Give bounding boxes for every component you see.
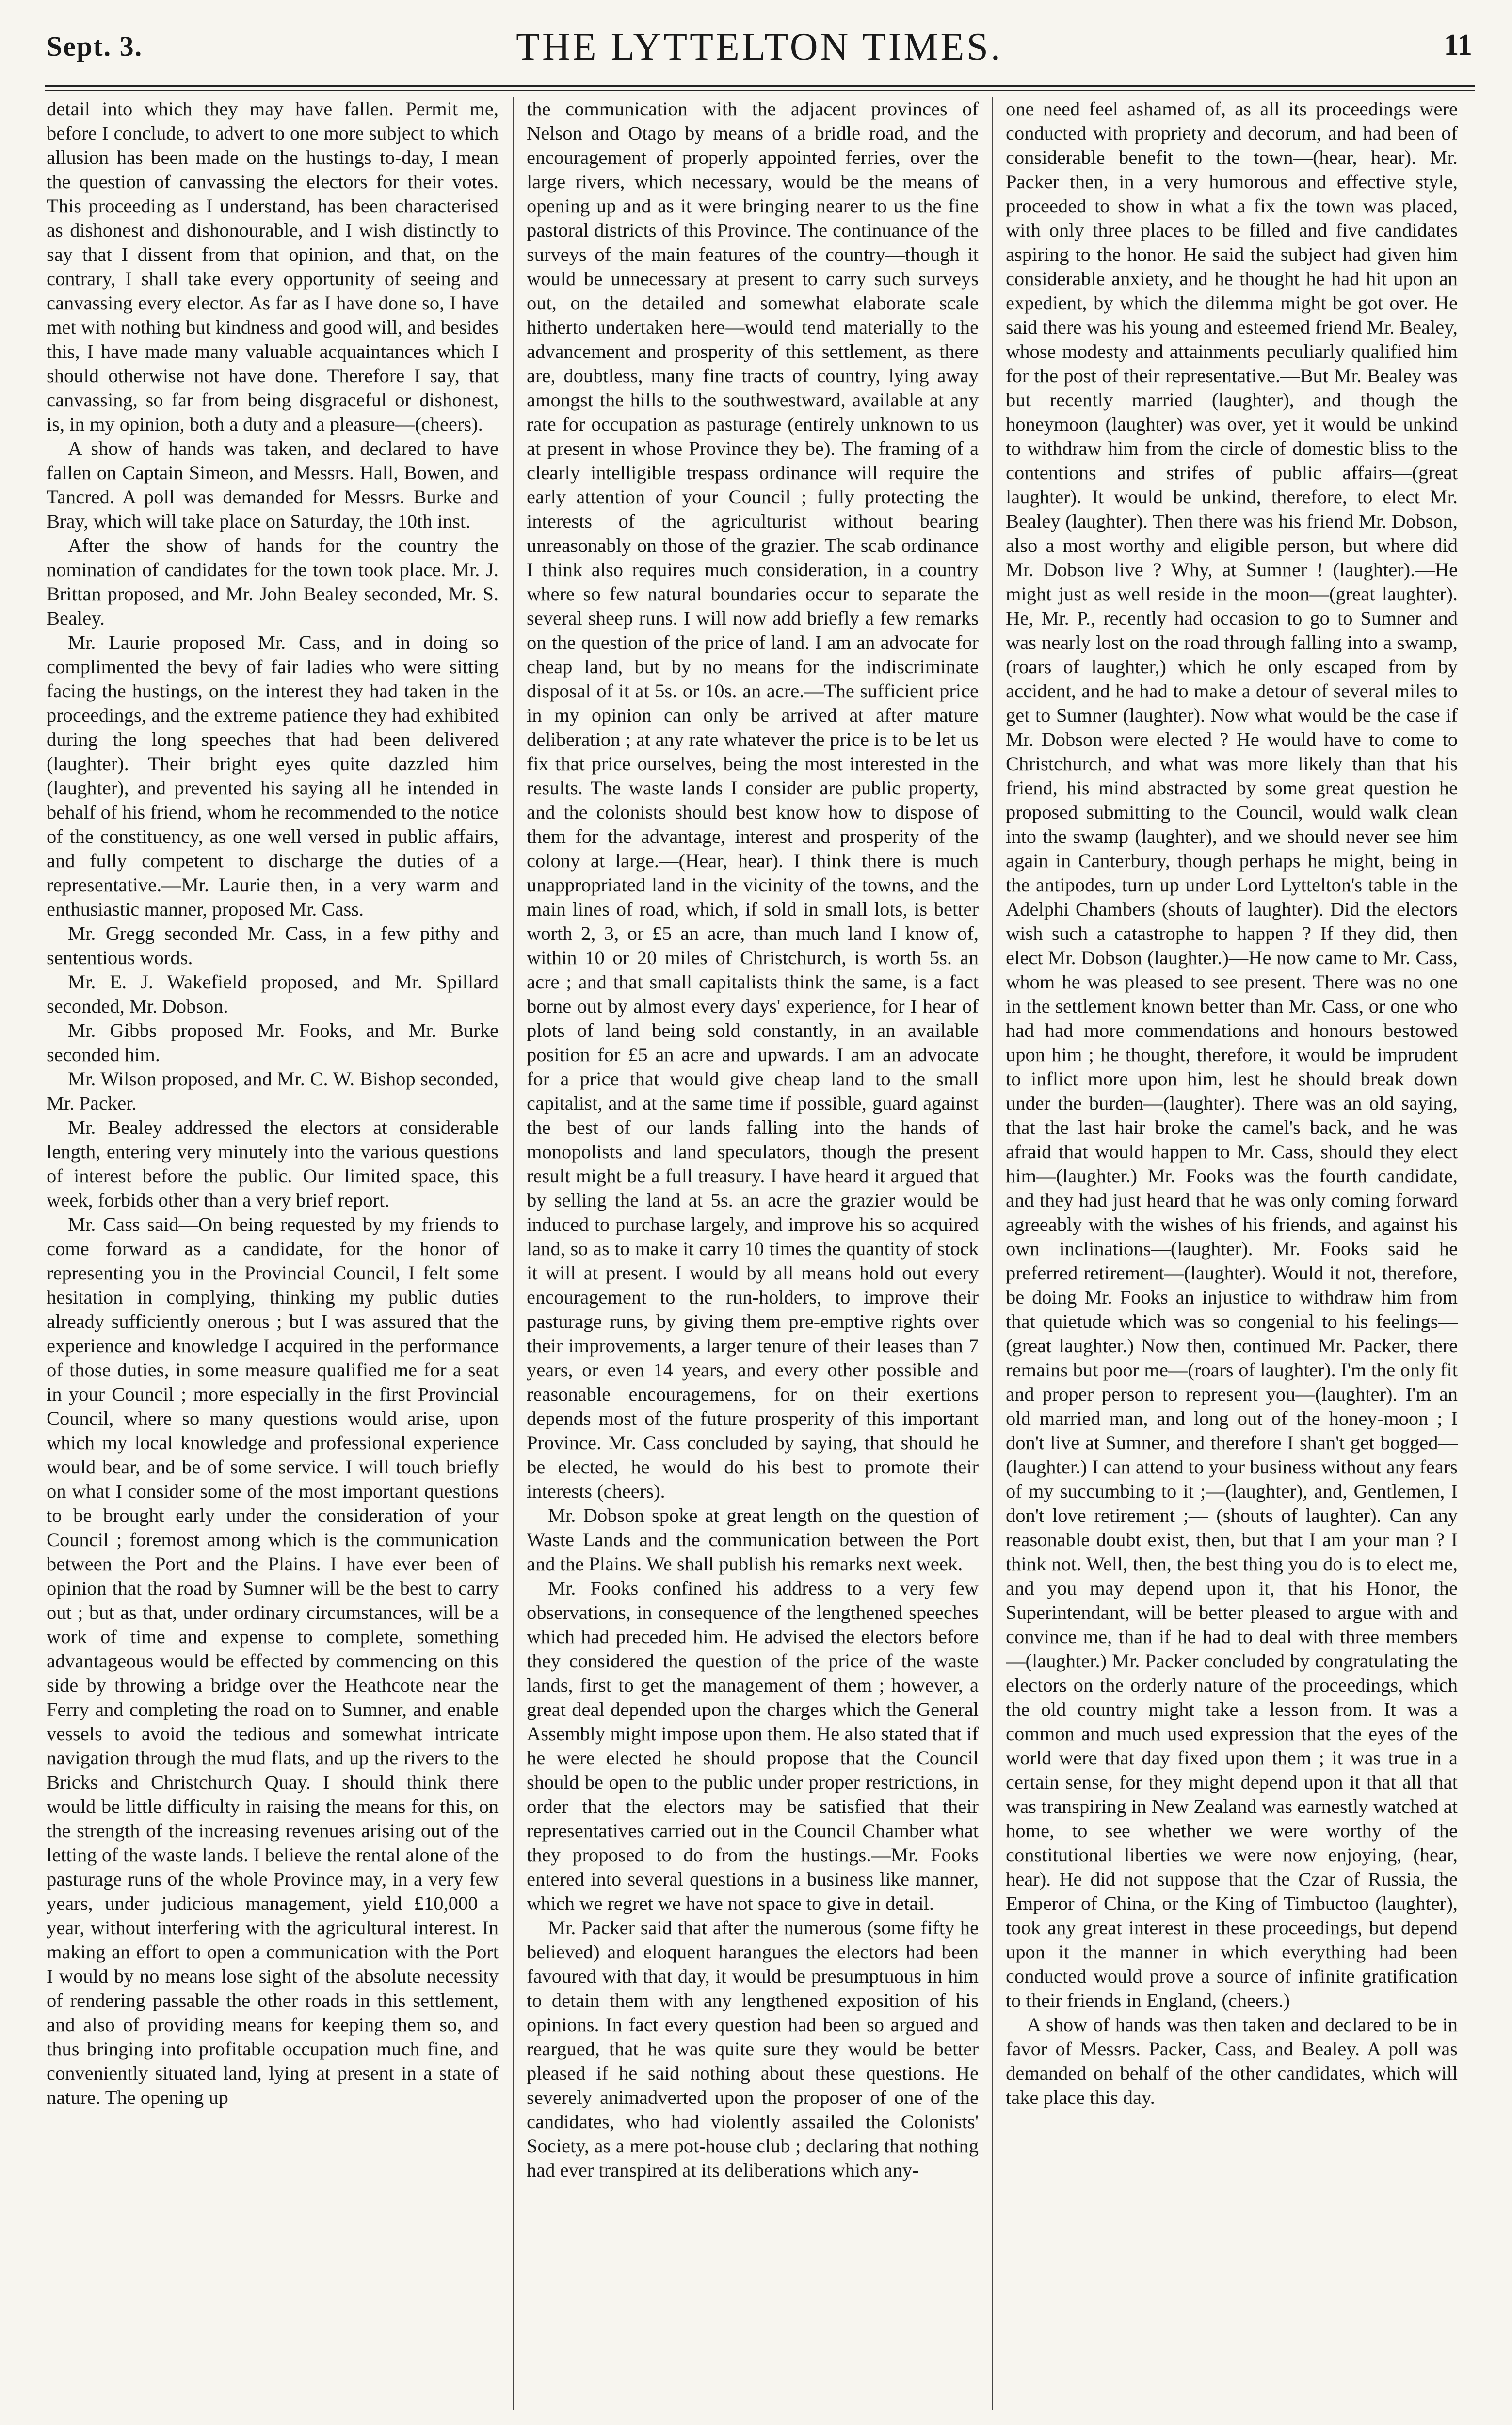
paragraph: A show of hands was then taken and declared to be in favor of Messrs. Packer, Cass, and Bealey. A poll was demanded on behalf of the other candidates, which will take place this day. <box>1006 2014 1458 2108</box>
article-column-2 <box>527 97 979 2410</box>
paragraph: detail into which they may have fallen. Permit me, before I conclude, to advert to one more subject to which allusion has been made on the hustings to-day, I mean the question of canvassing the electors for their votes. This proceeding as I understand, has been characterised as dishonest and dishonourable, and I wish distinctly to say that I dissent from that opinion, and that, on the contrary, I shall take every opportunity of seeing and canvassing every elector. As far as I have done so, I have met with nothing but kindness and good will, and besides this, I have made many valuable acquaintances which I should otherwise not have done. Therefore I say, that canvassing, so far from being disgraceful or dishonest, is, in my opinion, both a duty and a pleasure—(cheers). <box>47 98 499 435</box>
paragraph: Mr. Wilson proposed, and Mr. C. W. Bishop seconded, Mr. Packer. <box>47 1068 499 1114</box>
paragraph: A show of hands was taken, and declared to have fallen on Captain Simeon, and Messrs. Hall, Bowen, and Tancred. A poll was demanded for Messrs. Burke and Bray, which will take place on Saturday, the 10th inst. <box>47 437 499 532</box>
paragraph: Mr. Packer said that after the numerous (some fifty he believed) and eloquent harangues the electors had been favoured with that day, it would be presumptuous in him to detain them with any lengthened exposition of his opinions. In fact every question had been so argued and reargued, that he was quite sure they would be better pleased if he said nothing about these questions. He severely animadverted upon the proposer of one of the candidates, who had violently assailed the Colonists' Society, as a mere pot-house club ; declaring that nothing had ever transpired at its deliberations which any- <box>527 1917 979 2181</box>
paragraph: Mr. Gibbs proposed Mr. Fooks, and Mr. Burke seconded him. <box>47 1019 499 1066</box>
masthead <box>47 25 1472 83</box>
page-number: 11 <box>1444 29 1472 62</box>
paragraph: the communication with the adjacent provinces of Nelson and Otago by means of a bridle road, and the encouragement of properly appointed ferries, over the large rivers, which necessary, would be the means of opening up and as it were bringing nearer to us the fine pastoral districts of this Province. The continuance of the surveys of the main features of the country—though it would be unnecessary at present to carry such surveys out, on the detailed and somewhat elaborate scale hitherto undertaken here—would tend materially to the advancement and prosperity of this settlement, as there are, doubtless, many fine tracts of country, lying away amongst the hills to the southwestward, available at any rate for occupation as pasturage (entirely unknown to us at present in whose Province they be). The framing of a clearly intelligible trespass ordinance will require the early attention of your Council ; fully protecting the interests of the agriculturist without bearing unreasonably on those of the grazier. The scab ordinance I think also requires much consideration, in a country where so few natural boundaries occur to separate the several sheep runs. I will now add briefly a few remarks on the question of the price of land. I am an advocate for cheap land, but by no means for the indiscriminate disposal of it at 5s. or 10s. an acre.—The sufficient price in my opinion can only be arrived at after mature deliberation ; at any rate whatever the price is to be let us fix that price ourselves, being the most interested in the results. The waste lands I consider are public property, and the colonists should best know how to dispose of them for the advantage, interest and prosperity of the colony at large.—(Hear, hear). I think there is much unappropriated land in the vicinity of the towns, and the main lines of road, which, if sold in small lots, is better worth 2, 3, or £5 an acre, than much land I know of, within 10 or 20 miles of Christchurch, is worth 5s. an acre ; and that small capitalists think the same, is a fact borne out by almost every days' experience, for I hear of plots of land being sold constantly, in an available position for £5 an acre and upwards. I am an advocate for a price that would give cheap land to the small capitalist, and at the same time if possible, guard against the best of our lands falling into the hands of monopolists and land speculators, though the present result might be a full treasury. I have heard it argued that by selling the land at 5s. an acre the grazier would be induced to purchase largely, and improve his so acquired land, so as to make it carry 10 times the quantity of stock it will at present. I would by all means hold out every encouragement to the run-holders, to improve their pasturage runs, by giving them pre-emptive rights over their improvements, a larger tenure of their leases than 7 years, or even 14 years, and every other possible and reasonable encouragemens, for on their exertions depends most of the future prosperity of this important Province. Mr. Cass concluded by saying, that should he be elected, he would do his best to promote their interests (cheers). <box>527 98 979 1502</box>
column-divider <box>992 97 993 2410</box>
paragraph: Mr. Gregg seconded Mr. Cass, in a few pithy and sententious words. <box>47 922 499 969</box>
paragraph: one need feel ashamed of, as all its proceedings were conducted with propriety and decorum, and had been of considerable benefit to the town—(hear, hear). Mr. Packer then, in a very humorous and effective style, proceeded to show in what a fix the town was placed, with only three places to be filled and five candidates aspiring to the honor. He said the subject had given him considerable anxiety, and he thought he had hit upon an expedient, by which the dilemma might be got over. He said there was his young and esteemed friend Mr. Bealey, whose modesty and attainments peculiarly qualified him for the post of their representative.—But Mr. Bealey was but recently married (laughter), and though the honeymoon (laughter) was over, yet it would be unkind to withdraw him from the circle of domestic bliss to the contentions and strifes of public affairs—(great laughter). It would be unkind, therefore, to elect Mr. Bealey (laughter). Then there was his friend Mr. Dobson, also a most worthy and eligible person, but where did Mr. Dobson live ? Why, at Sumner ! (laughter).—He might just as well reside in the moon—(great laughter). He, Mr. P., recently had occasion to go to Sumner and was nearly lost on the road through falling into a swamp, (roars of laughter,) which he only escaped from by accident, and he had to make a detour of several miles to get to Sumner (laughter). Now what would be the case if Mr. Dobson were elected ? He would have to come to Christchurch, and what was more likely than that his friend, his mind abstracted by some great question he proposed submitting to the Council, would walk clean into the swamp (laughter), and we should never see him again in Canterbury, though perhaps he might, being in the antipodes, turn up under Lord Lyttelton's table in the Adelphi Chambers (shouts of laughter). Did the electors wish such a catastrophe to happen ? If they did, then elect Mr. Dobson (laughter.)—He now came to Mr. Cass, whom he was pleased to see present. There was no one in the settlement known better than Mr. Cass, or one who had had more commendations and honours bestowed upon him ; he thought, therefore, it would be imprudent to inflict more upon him, lest he should break down under the burden—(laughter). There was an old saying, that the last hair broke the camel's back, and he was afraid that would happen to Mr. Cass, should they elect him—(laughter.) Mr. Fooks was the fourth candidate, and they had just heard that he was only coming forward agreeably with the wishes of his friends, and against his own inclinations—(laughter). Mr. Fooks said he preferred retirement—(laughter). Would it not, therefore, be doing Mr. Fooks an injustice to withdraw him from that quietude which was so congenial to his feelings—(great laughter.) Now then, continued Mr. Packer, there remains but poor me—(roars of laughter). I'm the only fit and proper person to represent you—(laughter). I'm an old married man, and long out of the honey-moon ; I don't live at Sumner, and therefore I shan't get bogged—(laughter.) I can attend to your business without any fears of my succumbing to it ;—(laughter), and, Gentlemen, I don't love retirement ;— (shouts of laughter). Can any reasonable doubt exist, then, but that I am your man ? I think not. Well, then, the best thing you do is to elect me, and you may depend upon it, that his Honor, the Superintendant, will be better pleased to argue with and convince me, than if he had to deal with three members—(laughter.) Mr. Packer concluded by congratulating the electors on the orderly nature of the proceedings, which the old country might take a lesson from. It was a common and much used expression that the eyes of the world were that day fixed upon them ; it was true in a certain sense, for they might depend upon it that all that was transpiring in New Zealand was earnestly watched at home, to see whether we were worthy of the constitutional liberties we were now enjoying, (hear, hear). He did not suppose that the Czar of Russia, the Emperor of China, or the King of Timbuctoo (laughter), took any great interest in these proceedings, but depend upon it the manner in which everything had been conducted would prove a source of infinite gratification to their friends in England, (cheers.) <box>1006 98 1458 2011</box>
paragraph: After the show of hands for the country the nomination of candidates for the town took place. Mr. J. Brittan proposed, and Mr. John Bealey seconded, Mr. S. Bealey. <box>47 534 499 629</box>
paragraph: Mr. Laurie proposed Mr. Cass, and in doing so complimented the bevy of fair ladies who were sitting facing the hustings, on the interest they had taken in the proceedings, and the extreme patience they had exhibited during the long speeches that had been delivered (laughter). Their bright eyes quite dazzled him (laughter), and prevented his saying all he intended in behalf of his friend, whom he recommended to the notice of the constituency, as one well versed in public affairs, and fully competent to discharge the duties of a representative.—Mr. Laurie then, in a very warm and enthusiastic manner, proposed Mr. Cass. <box>47 631 499 920</box>
article-column-3 <box>1006 97 1458 2410</box>
article-column-1 <box>47 97 499 2410</box>
paragraph: Mr. E. J. Wakefield proposed, and Mr. Spillard seconded, Mr. Dobson. <box>47 971 499 1017</box>
header-rule-thin <box>45 90 1475 91</box>
paragraph: Mr. Fooks confined his address to a very few observations, in consequence of the lengthened speeches which had preceded him. He advised the electors before they considered the question of the price of the waste lands, first to get the management of them ; however, a great deal depended upon the charges which the General Assembly might impose upon them. He also stated that if he were elected he should propose that the Council should be open to the public under proper restrictions, in order that the electors may be satisfied that their representatives carried out in the Council Chamber what they proposed to do from the hustings.—Mr. Fooks entered into several questions in a business like manner, which we regret we have not space to give in detail. <box>527 1577 979 1914</box>
paragraph: Mr. Bealey addressed the electors at considerable length, entering very minutely into the various questions of interest before the public. Our limited space, this week, forbids other than a very brief report. <box>47 1116 499 1211</box>
issue-date: Sept. 3. <box>47 31 143 62</box>
header-rule <box>45 85 1475 87</box>
paragraph: Mr. Cass said—On being requested by my friends to come forward as a candidate, for the honor of representing you in the Provincial Council, I felt some hesitation in complying, thinking my public duties already sufficiently onerous ; but I was assured that the experience and knowledge I acquired in the performance of those duties, in some measure qualified me for a seat in your Council ; more especially in the first Provincial Council, where so many questions would arise, upon which my local knowledge and professional experience would bear, and be of some service. I will touch briefly on what I consider some of the most important questions to be brought early under the consideration of your Council ; foremost among which is the communication between the Port and the Plains. I have ever been of opinion that the road by Sumner will be the best to carry out ; but as that, under ordinary circumstances, will be a work of time and expense to complete, something advantageous would be effected by commencing on this side by throwing a bridge over the Heathcote near the Ferry and completing the road on to Sumner, and enable vessels to avoid the tedious and somewhat intricate navigation through the mud flats, and up the rivers to the Bricks and Christchurch Quay. I should think there would be little difficulty in raising the means for this, on the strength of the increasing revenues arising out of the letting of the waste lands. I believe the rental alone of the pasturage runs of the whole Province may, in a very few years, under judicious management, yield £10,000 a year, without interfering with the agricultural interest. In making an effort to open a communication with the Port I would by no means lose sight of the absolute necessity of rendering passable the other roads in this settlement, and also of providing means for keeping them so, and thus bringing into profitable occupation much fine, and conveniently situated land, lying at present in a state of nature. The opening up <box>47 1213 499 2108</box>
newspaper-title: THE LYTTELTON TIMES. <box>516 26 1003 68</box>
column-divider <box>513 97 514 2410</box>
paragraph: Mr. Dobson spoke at great length on the question of Waste Lands and the communication between the Port and the Plains. We shall publish his remarks next week. <box>527 1504 979 1575</box>
